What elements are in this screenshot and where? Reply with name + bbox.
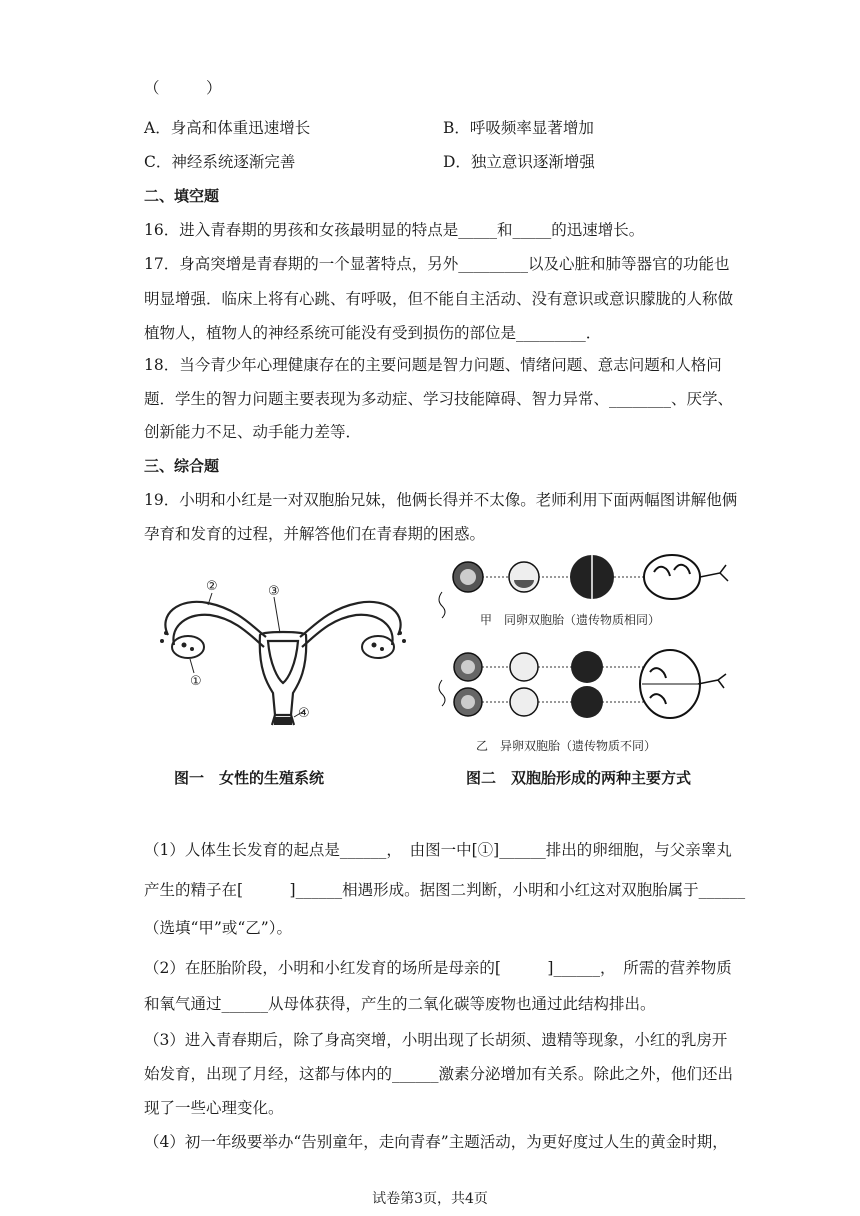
q15-option-d: D．独立意识逐渐增强 [443, 153, 595, 171]
question-16: 16．进入青春期的男孩和女孩最明显的特点是_____和_____的迅速增长。 [144, 221, 645, 239]
sub-question-1-line: （1）人体生长发育的起点是______， 由图一中[①]______排出的卵细胞，与父亲睾丸 [144, 841, 732, 859]
female-reproductive-system-diagram [148, 575, 418, 735]
sub-question-3-line: 始发育，出现了月经，这都与体内的______激素分泌增加有关系。除此之外，他们还出 [144, 1065, 734, 1083]
q15-answer-bracket: （ ） [144, 79, 222, 97]
section-heading-fill: 二、填空题 [144, 187, 220, 205]
sub-question-1-line: 产生的精子在[ ]______相遇形成。据图二判断，小明和小红这对双胞胎属于______ [144, 881, 746, 899]
question-19-line: 孕育和发育的过程，并解答他们在青春期的困惑。 [144, 525, 486, 543]
label-4: ④ [298, 706, 310, 721]
fraternal-twins-caption: 乙 异卵双胞胎（遗传物质不同） [476, 739, 657, 752]
q15-option-a: A．身高和体重迅速增长 [144, 119, 311, 137]
sub-question-2-line: 和氧气通过______从母体获得，产生的二氧化碳等废物也通过此结构排出。 [144, 995, 656, 1013]
sub-question-1-line: （选填“甲”或“乙”）。 [144, 919, 292, 937]
question-17-line: 明显增强．临床上将有心跳、有呼吸，但不能自主活动、没有意识或意识朦胧的人称做 [144, 290, 734, 308]
q15-option-c: C．神经系统逐渐完善 [144, 153, 296, 171]
label-1: ① [190, 674, 202, 689]
question-18-line: 18．当今青少年心理健康存在的主要问题是智力问题、情绪问题、意志问题和人格问 [144, 356, 722, 374]
question-17-line: 17．身高突增是青春期的一个显著特点，另外_________以及心脏和肺等器官的功能也 [144, 255, 730, 273]
question-18-line: 题．学生的智力问题主要表现为多动症、学习技能障碍、智力异常、________、厌学、 [144, 390, 734, 408]
section-heading-comprehensive: 三、综合题 [144, 457, 220, 475]
question-19-line: 19．小明和小红是一对双胞胎兄妹，他俩长得并不太像。老师利用下面两幅图讲解他俩 [144, 491, 738, 509]
question-18-line: 创新能力不足、动手能力差等． [144, 423, 362, 441]
identical-twins-caption: 甲 同卵双胞胎（遗传物质相同） [480, 613, 661, 627]
twin-formation-diagram [432, 552, 742, 752]
sub-question-2-line: （2）在胚胎阶段，小明和小红发育的场所是母亲的[ ]______， 所需的营养物质 [144, 959, 732, 977]
sub-question-4-line: （4）初一年级要举办“告别童年，走向青春”主题活动，为更好度过人生的黄金时期， [144, 1133, 728, 1151]
sub-question-3-line: （3）进入青春期后，除了身高突增，小明出现了长胡须、遗精等现象，小红的乳房开 [144, 1031, 728, 1049]
page-footer: 试卷第3页，共4页 [372, 1191, 488, 1207]
label-3: ③ [268, 584, 280, 599]
figure2-caption: 图二 双胞胎形成的两种主要方式 [466, 769, 692, 787]
figure1-caption: 图一 女性的生殖系统 [174, 769, 325, 787]
question-17-line: 植物人，植物人的神经系统可能没有受到损伤的部位是_________． [144, 324, 602, 342]
sub-question-3-line: 现了一些心理变化。 [144, 1099, 284, 1117]
label-2: ② [206, 579, 218, 594]
q15-option-b: B．呼吸频率显著增加 [443, 119, 594, 137]
